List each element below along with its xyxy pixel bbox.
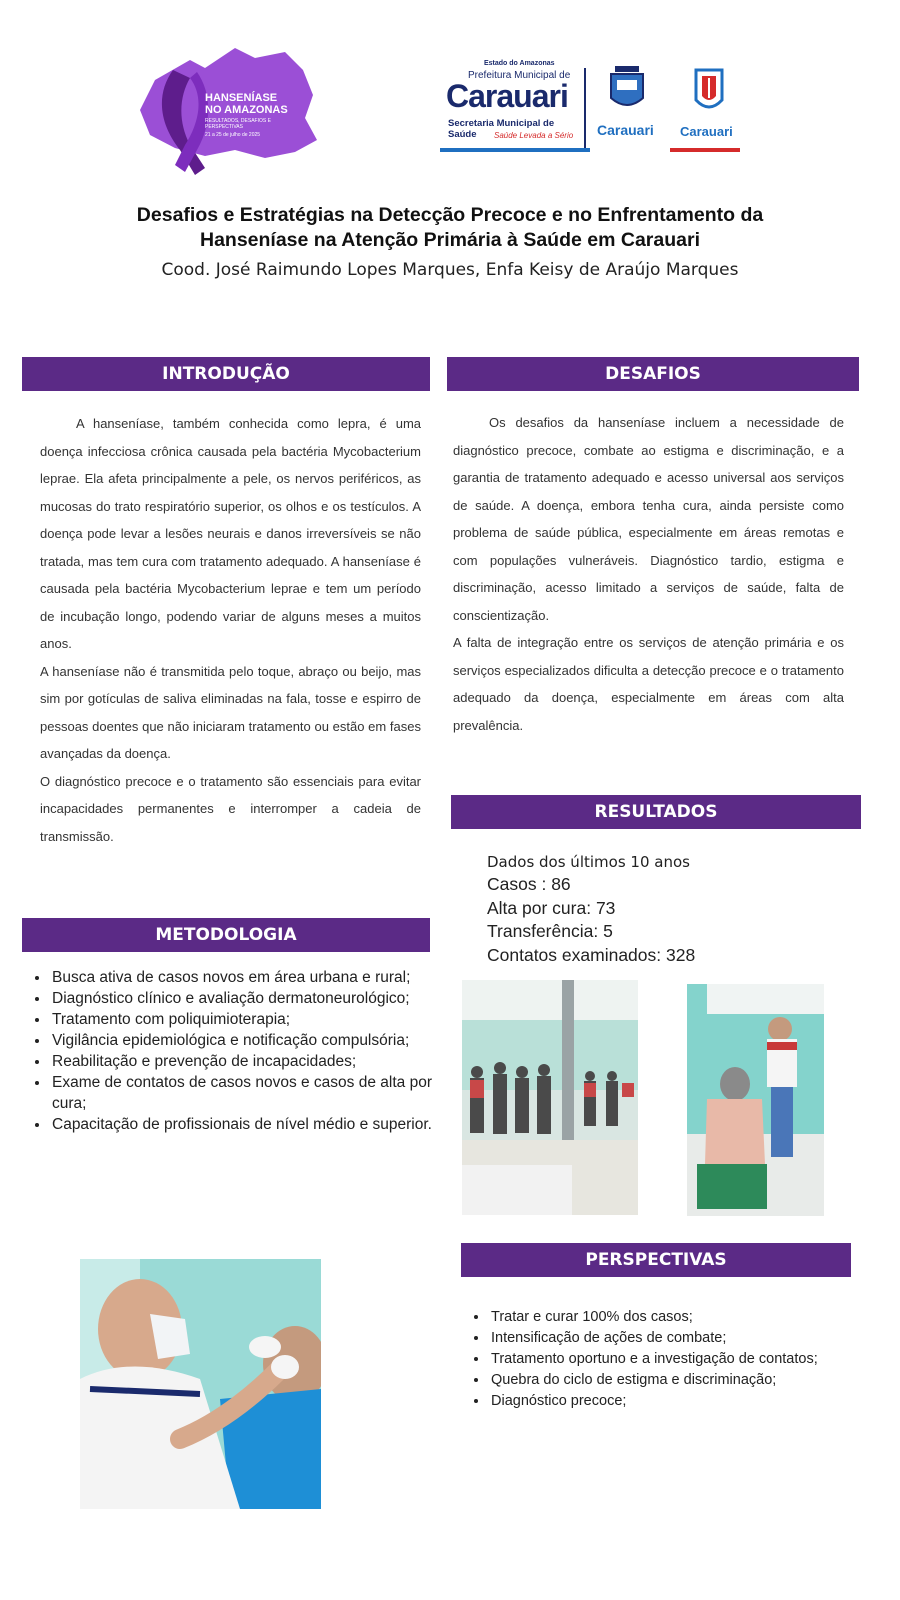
logo-underline-blue [440, 148, 590, 152]
resultados-heading: RESULTADOS [451, 795, 861, 829]
prefeitura-logo [440, 58, 582, 154]
resultados-data [487, 851, 847, 967]
resultados-line: Casos : 86 [487, 874, 571, 894]
resultados-intro: Dados dos últimos 10 anos [487, 853, 690, 871]
event-logo-title-1: HANSENÍASE [205, 92, 278, 104]
list-item: • Diagnóstico clínico e avaliação dermatoneurológico; [50, 988, 440, 1009]
introducao-text [40, 410, 421, 850]
brasao-icon [595, 62, 660, 122]
list-item: • Reabilitação e prevenção de incapacidades; [50, 1051, 440, 1072]
introducao-paragraph-1: A hanseníase, também conhecida como lepra, é uma doença infecciosa crônica causada pela bactéria Mycobacterium leprae. Ela afeta principalmente a pele, os nervos periféricos, as mucosas do trato respiratório superior, os olhos e os testículos. A doença pode levar a lesões neurais e danos irreversíveis se não tratada, mas tem cura com tratamento adequado. A hanseníase é causada pela bactéria Mycobacterium leprae e tem um período de incubação longo, podendo variar de alguns meses a muitos anos. [40, 416, 421, 651]
event-logo-title-2: NO AMAZONAS [205, 104, 288, 116]
prefeitura-state: Estado do Amazonas [484, 60, 555, 67]
photo-group-meeting [462, 980, 638, 1215]
secretaria-label: Carauari [680, 124, 733, 139]
list-item: • Tratar e curar 100% dos casos; [489, 1307, 883, 1328]
resultados-line: Alta por cura: 73 [487, 897, 616, 918]
prefeitura-secretaria: Secretaria Municipal de Saúde [448, 118, 555, 140]
list-item: • Diagnóstico precoce; [489, 1391, 883, 1412]
prefeitura-city: Carauari [446, 78, 568, 114]
event-logo-subtitle: RESULTADOS, DESAFIOS E PERSPECTIVAS [205, 118, 271, 130]
desafios-paragraph-2: A falta de integração entre os serviços de atenção primária e os serviços especializados dificulta a detecção precoce e o tratamento adequado da doença, especialmente em áreas com alta prevalência. [453, 635, 844, 733]
secretaria-logo [678, 66, 740, 148]
caduceus-icon [678, 66, 740, 122]
title-line-1: Desafios e Estratégias na Detecção Precoce e no Enfrentamento da [136, 204, 764, 226]
list-item: • Exame de contatos de casos novos e casos de alta por cura; [50, 1072, 440, 1114]
list-item: • Busca ativa de casos novos em área urbana e rural; [50, 967, 440, 988]
photo-patient-visit [687, 984, 824, 1216]
event-logo-dates: 21 a 25 de julho de 2025 [205, 132, 261, 138]
perspectivas-list [461, 1307, 883, 1412]
desafios-text [453, 409, 844, 739]
metodologia-heading: METODOLOGIA [22, 918, 430, 952]
desafios-heading: DESAFIOS [447, 357, 859, 391]
perspectivas-heading: PERSPECTIVAS [461, 1243, 851, 1277]
resultados-line: Contatos examinados: 328 [487, 944, 696, 965]
title-line-2: Hanseníase na Atenção Primária à Saúde em Carauari [199, 229, 700, 251]
prefeitura-line1: Prefeitura Municipal de [468, 70, 571, 81]
desafios-paragraph-1: Os desafios da hanseníase incluem a necessidade de diagnóstico precoce, combate ao estigma e discriminação, e a garantia de tratamento adequado e acesso universal aos serviços de saúde. A doença, embora tenha cura, ainda persiste como problema de saúde pública, especialmente em áreas remotas e com populações vulneráveis. Diagnóstico tardio, estigma e discriminação, acesso limitado a serviços de saúde, falta de conscientização. [453, 415, 844, 623]
list-item: • Tratamento oportuno e a investigação de contatos; [489, 1349, 883, 1370]
brasao-logo [595, 62, 660, 148]
list-item: • Capacitação de profissionais de nível médio e superior. [50, 1114, 440, 1135]
list-item: • Intensificação de ações de combate; [489, 1328, 883, 1349]
poster-title [40, 203, 860, 253]
list-item: • Quebra do ciclo de estigma e discriminação; [489, 1370, 883, 1391]
introducao-paragraph-3: O diagnóstico precoce e o tratamento são essenciais para evitar incapacidades permanentes e interromper a cadeia de transmissão. [40, 773, 421, 844]
photo-exam [80, 1259, 321, 1509]
event-logo [135, 40, 320, 180]
resultados-line: Transferência: 5 [487, 921, 613, 941]
authors: Cood. José Raimundo Lopes Marques, Enfa Keisy de Araújo Marques [161, 260, 739, 280]
introducao-paragraph-2: A hanseníase não é transmitida pelo toque, abraço ou beijo, mas sim por gotículas de saliva eliminadas na fala, tosse e espirro de pessoas doentes que não iniciaram tratamento ou estão em fases avançadas da doença. [40, 663, 421, 761]
prefeitura-slogan: Saúde Levada a Sério [494, 131, 574, 140]
introducao-heading: INTRODUÇÃO [22, 357, 430, 391]
list-item: • Vigilância epidemiológica e notificação compulsória; [50, 1030, 440, 1051]
list-item: • Tratamento com poliquimioterapia; [50, 1009, 440, 1030]
logo-underline-red [670, 148, 740, 152]
brasao-label: Carauari [597, 122, 654, 138]
metodologia-list [22, 967, 440, 1135]
logo-divider [584, 68, 586, 150]
